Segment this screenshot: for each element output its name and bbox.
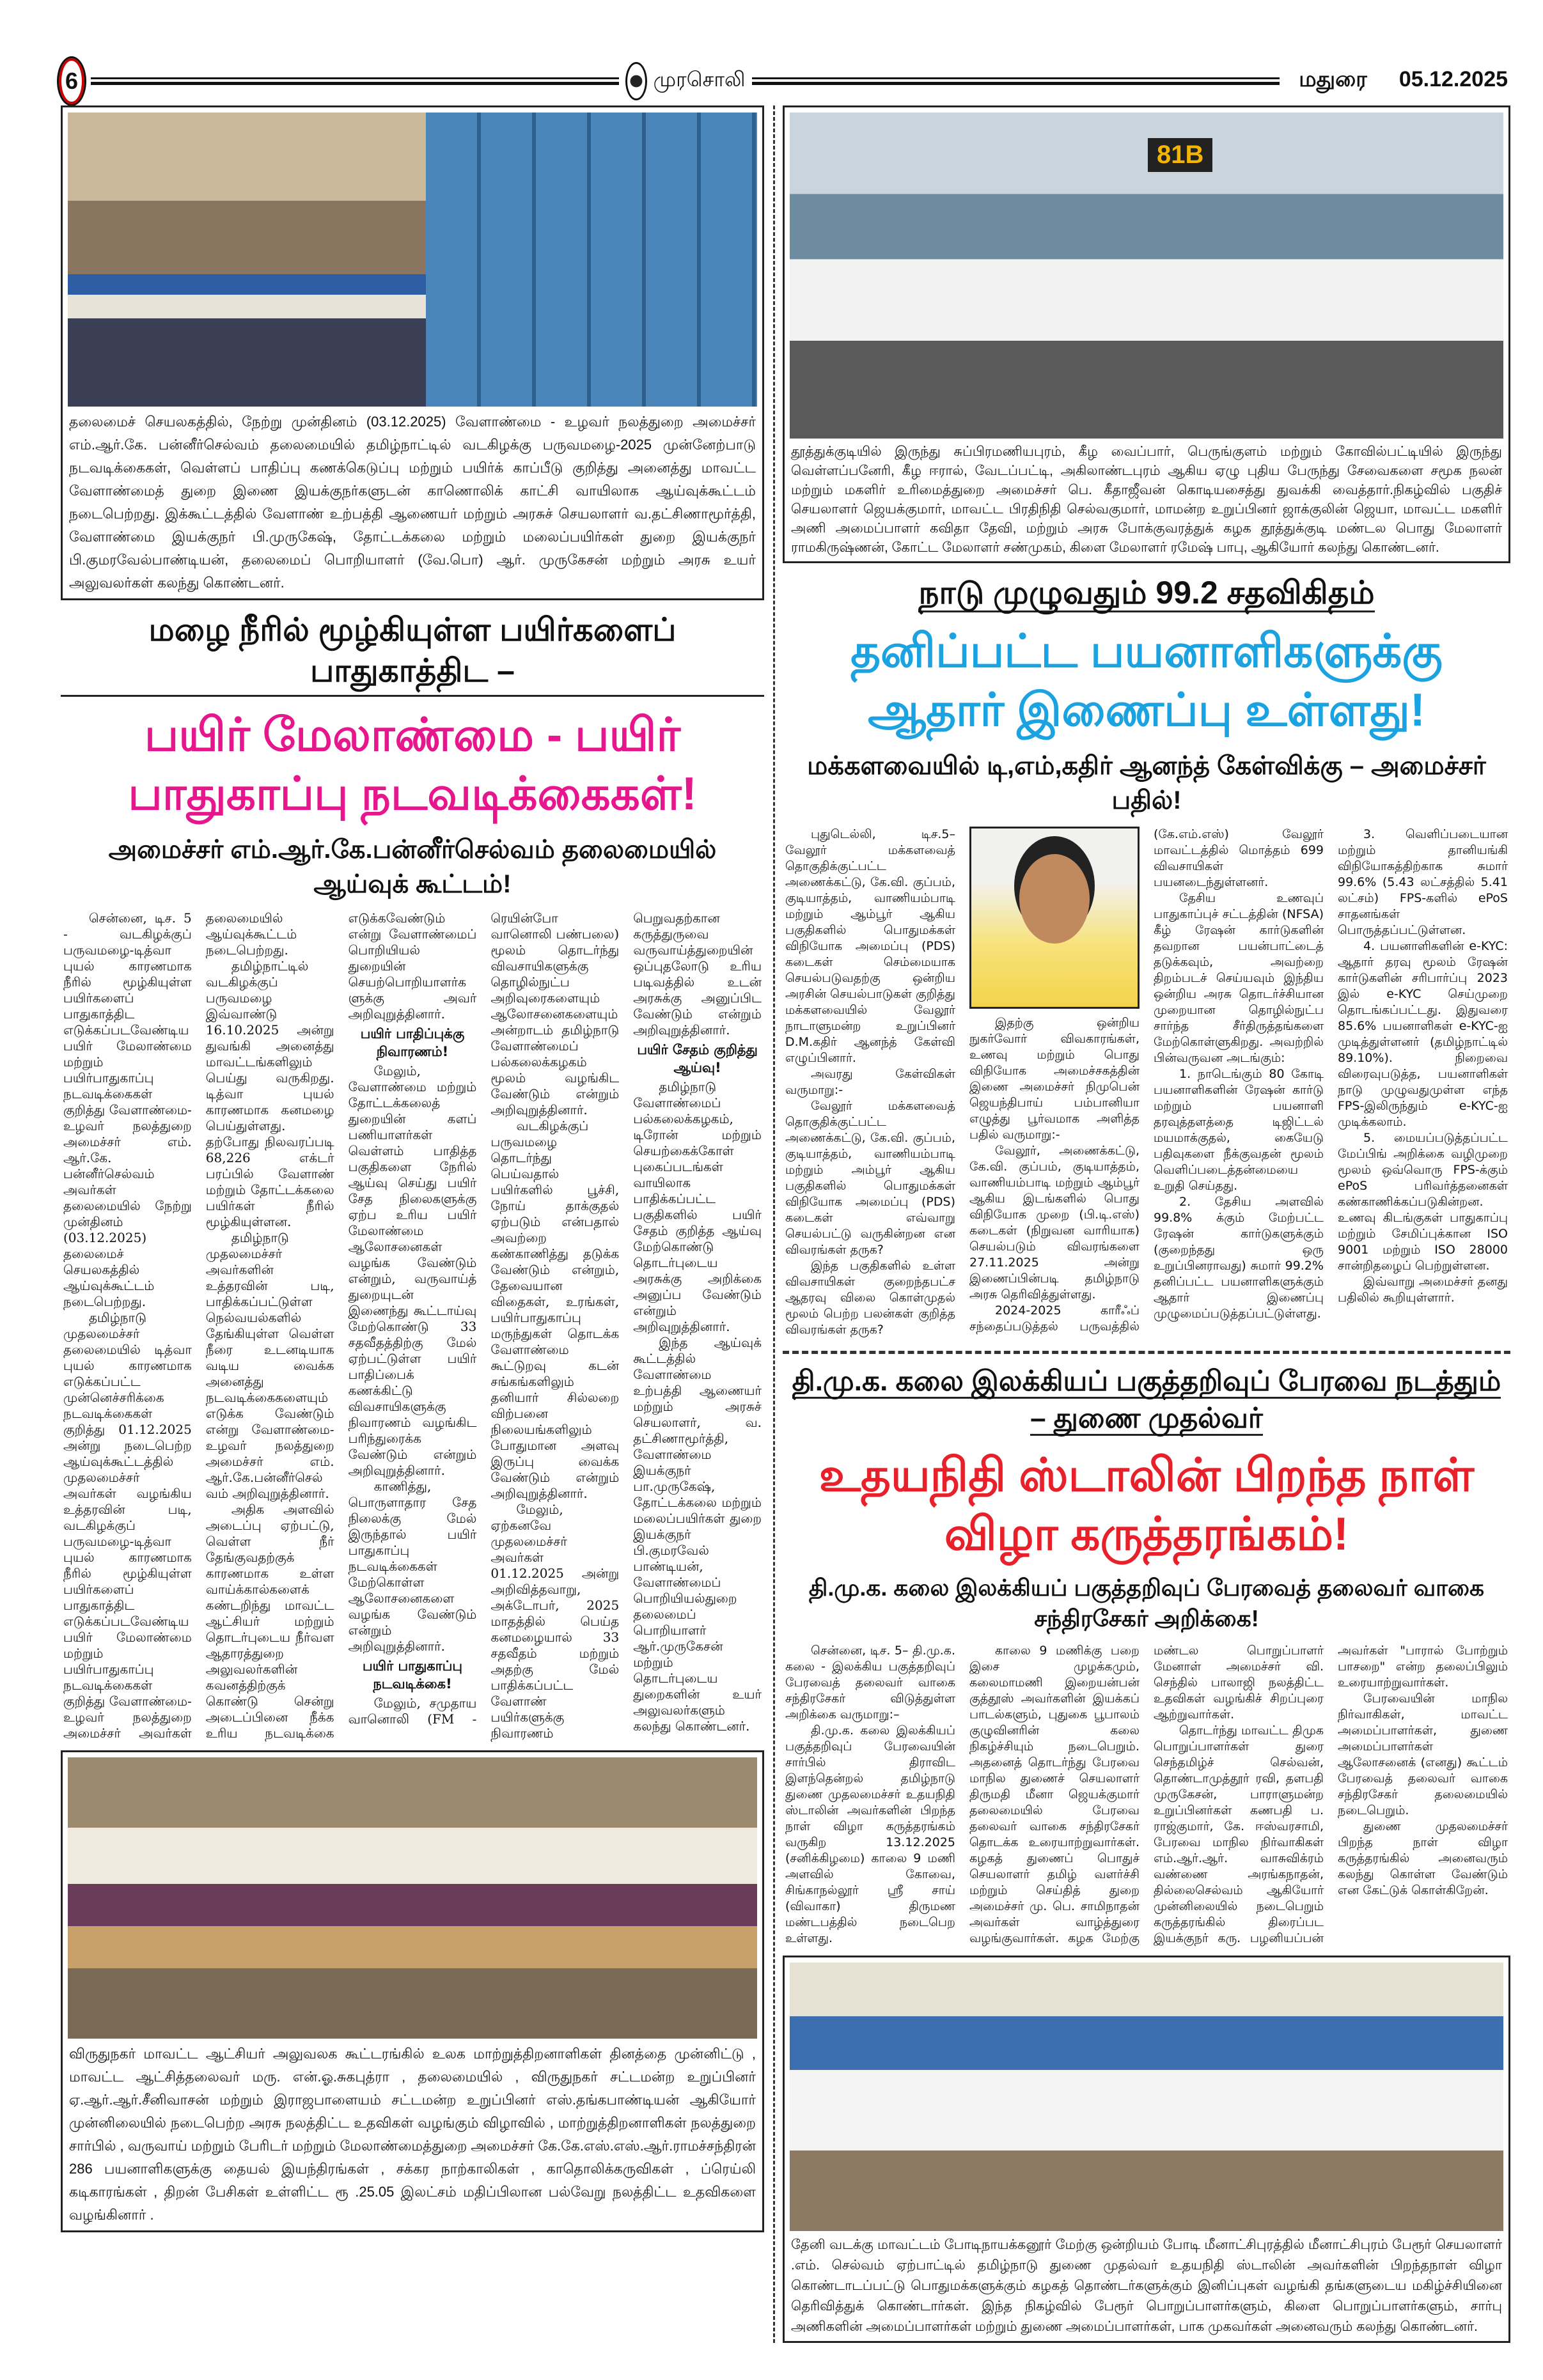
paragraph: தி.மு.க. கலை இலக்கியப் பகுத்தறிவுப் பேரவையின் சார்பில் திராவிட இளந்தென்றல் தமிழ்நாடு துணை முதலமைச்சர் உதயநிதி ஸ்டாலின் அவர்களின் பிறந்த நாள் விழா கருத்தரங்கம் வருகிற 13.12.2025 (சனிக்கிழமை) காலை 9 மணி அளவில் கோவை, சிங்காநல்லூர் ஸ்ரீ சாய் (விவாகா) திருமண மண்டபத்தில் நடைபெற உள்ளது. (785, 1723, 955, 1945)
paragraph: தேசிய உணவுப் பாதுகாப்புச் சட்டத்தின் (NFSA) கீழ் ரேஷன் கார்டுகளின் தவறான பயன்பாட்டைத் தடுக்கவும், அவற்றை திறம்படச் செய்யவும் இந்திய ஒன்றிய அரசு தொடர்ச்சியான முறையான தொழில்நுட்ப சார்ந்த சீர்திருத்தங்களை மேற்கொள்ளுகிறது. அவற்றில் பின்வருவன அடங்கும்: (1154, 891, 1324, 1065)
paragraph: சென்னை, டிச. 5 - வடகிழக்குப் பருவமழை-டித்வா புயல் காரணமாக நீரில் மூழ்கியுள்ள பயிர்களைப் பாதுகாத்திட எடுக்கப்படவேண்டிய பயிர் மேலாண்மை மற்றும் பயிர்பாதுகாப்பு நடவடிக்கைகள் குறித்து வேளாண்மை-உழவர் நலத்துறை அமைச்சர் எம். ஆர்.கே. பன்னீர்செல்வம் அவர்கள் தலைமையில் நேற்று முன்தினம் (03.12.2025) தலைமைச் செயலகத்தில் ஆய்வுக்கூட்டம் நடைபெற்றது. (63, 910, 192, 1309)
paragraph: தமிழ்நாட்டில் வடகிழக்குப் பருவமழை இவ்வாண்டு 16.10.2025 அன்று துவங்கி அனைத்து மாவட்டங்களிலும் பெய்து வருகிறது. டித்வா புயல் காரணமாக கனமழை பெய்துள்ளது. தற்போது நிலவரப்படி 68,226 எக்டர் பரப்பில் வேளாண் மற்றும் தோட்டக்கலை பயிர்கள் நீரில் மூழ்கியுள்ளன. (205, 958, 334, 1229)
paragraph: மேலும், ஏற்கனவே முதலமைச்சர் அவர்கள் 01.12.2025 அன்று அறிவித்தவாறு, அக்டோபர், 2025 மாதத்தில் பெய்த கனமழையால் 33 சதவீதம் மற்றும் அதற்கு மேல் பாதிக்கப்பட்ட வேளாண் பயிர்களுக்கு நிவாரணம் பெறுவதற்கான கருத்துருவை வருவாய்த்துறையின் ஒப்புதலோடு உரிய படிவத்தில் உடன் அரசுக்கு அனுப்பிட வேண்டும் என்றும் அறிவுறுத்தினார். (490, 910, 762, 1741)
left-kicker: மழை நீரில் மூழ்கியுள்ள பயிர்களைப் பாதுகாத்திட – (61, 609, 764, 697)
paragraph: சென்னை, டிச. 5– தி.மு.க. கலை - இலக்கிய பகுத்தறிவுப் பேரவைத் தலைவர் வாகை சந்திரசேகர் விடுத்துள்ள அறிக்கை வருமாறு:– (785, 1644, 955, 1722)
paragraph: காலை 9 மணிக்கு பறை இசை முழக்கமும், கலைமாமணி இறையன்பன் குத்தூஸ் அவர்களின் இயக்கப் பாடல்களும், புதுகை பூபாலம் குழுவினரின் கலை நிகழ்ச்சியும் நடைபெறும். அதனைத் தொடர்ந்து பேரவை மாநில துணைச் செயலாளர் திருமதி மீனா ஜெயக்குமார் தலைமையில் பேரவை தலைவர் வாகை சந்திரசேகர் தொடக்க உரையாற்றுவார்கள். கழகத் துணைப் பொதுச் செயலாளர் தமிழ் வளர்ச்சி மற்றும் செய்தித் துறை அமைச்சர் மு. பெ. சாமிநாதன் அவர்கள் வாழ்த்துரை வழங்குவார்கள். கழக மேற்கு மண்டல பொறுப்பாளர் மேனாள் அமைச்சர் வி. செந்தில் பாலாஜி நலத்திட்ட உதவிகள் வழங்கிச் சிறப்புரை ஆற்றுவார்கள். (969, 1644, 1324, 1945)
left-bottom-photo-box (61, 1750, 764, 2232)
paragraph: 1. நாடெங்கும் 80 கோடி பயனாளிகளின் ரேஷன் கார்டு மற்றும் பயனாளி தரவுத்தளத்தை டிஜிட்டல் மயமாக்குதல், கையேடு பதிவுகளை நீக்குவதன் மூலம் வெளிப்படைத்தன்மையை உறுதி செய்தது. (1154, 1067, 1324, 1193)
masthead: முரசொலி (653, 68, 746, 91)
right-bottom-caption: தேனி வடக்கு மாவட்டம் போடிநாயக்கனூர் மேற்கு ஒன்றியம் போடி மீனாட்சிபுரத்தில் மீனாட்சிபுரம் பேரூர் செயலாளர் .எம். செல்வம் ஏற்பாட்டில் தமிழ்நாடு துணை முதல்வர் உதயநிதி ஸ்டாலின் அவர்களின் பிறந்தநாள் விழா கொண்டாடப்பட்டு பொதுமக்களுக்கும் கழகத் தொண்டர்களுக்கும் இனிப்புகள் வழங்கி தங்களுடைய மகிழ்ச்சியினை தெரிவித்துக் கொண்டார்கள். இந்த நிகழ்வில் பேரூர் பொறுப்பாளர்களும், கிளை பொறுப்பாளர்களும், சார்பு அணிகளின் அமைப்பாளர்கள் மற்றும் துணை அமைப்பாளர்கள், பாக முகவர்கள் அனைவரும் கலந்து கொண்டனர். (791, 2237, 1502, 2334)
paragraph: 2. தேசிய அளவில் 99.8% க்கும் மேற்பட்ட ரேஷன் கார்டுகளுக்கும் (குறைந்தது ஒரு உறுப்பினராவது) சுமார் 99.2% தனிப்பட்ட பயனாளிகளுக்கும் ஆதார் இணைப்பு முழுமைப்படுத்தப்பட்டுள்ளது. (1154, 1195, 1324, 1321)
section-heading: பயிர் பாதிப்புக்கு நிவாரணம்! (360, 1026, 465, 1059)
paragraph: 3. வெளிப்படையான மற்றும் தானியங்கி விநியோகத்திற்காக சுமார் 99.6% (5.43 லட்சத்தில் 5.41 லட்சம்) FPS-களில் ePoS சாதனங்கள் பொருத்தப்பட்டுள்ளன. (1338, 827, 1508, 937)
right-column (783, 105, 1510, 2343)
left-subhead: அமைச்சர் எம்.ஆர்.கே.பன்னீர்செல்வம் தலைமையில் ஆய்வுக் கூட்டம்! (108, 836, 717, 898)
right-kicker-text: நாடு முழுவதும் 99.2 சதவிகிதம் (918, 575, 1374, 612)
date: 05.12.2025 (1398, 67, 1508, 91)
right2-subhead: தி.மு.க. கலை இலக்கியப் பகுத்தறிவுப் பேரவைத் தலைவர் வாகை சந்திரசேகர் அறிக்கை! (808, 1575, 1485, 1631)
header-rule-right (752, 77, 1280, 85)
bus-launch-photo (790, 113, 1503, 439)
portrait-face (1019, 854, 1090, 944)
paragraph: அதிக அளவில் அடைப்பு ஏற்பட்டு, வெள்ள நீர் தேங்குவதற்குக் காரணமாக உள்ள வாய்க்கால்களைக் கண்டறிந்து மாவட்ட ஆட்சியர் மற்றும் தொடர்புடைய நீர்வள ஆதாரத்துறை அலுவலர்களின் கவனத்திற்குக் கொண்டு சென்று அடைப்பினை நீக்க உரிய நடவடிக்கை எடுக்கவேண்டும் என்று வேளாண்மைப் பொறியியல் துறையின் செயற்பொறியாளர்களுக்கு அவர் அறிவுறுத்தினார். (205, 910, 477, 1741)
paragraph: இவ்வாறு அமைச்சர் தனது பதிலில் கூறியுள்ளார். (1338, 1275, 1508, 1305)
left-bottom-caption: விருதுநகர் மாவட்ட ஆட்சியர் அலுவலக கூட்டரங்கில் உலக மாற்றுத்திறனாளிகள் தினத்தை முன்னிட்டு , மாவட்ட ஆட்சித்தலைவர் மரு. என்.ஓ.சுகபுத்ரா , தலைமையில் , விருதுநகர் சட்டமன்ற உறுப்பினர் ஏ.ஆர்.ஆர்.சீனிவாசன் மற்றும் இராஜபாளையம் சட்டமன்ற உறுப்பினர் எஸ்.தங்கபாண்டியன் ஆகியோர் முன்னிலையில் நடைபெற்ற அரசு நலத்திட்ட உதவிகள் வழங்கும் விழாவில் , மாற்றுத்திறனாளிகள் நலத்துறை சார்பில் , வருவாய் மற்றும் பேரிடர் மற்றும் மேலாண்மைத்துறை அமைச்சர் கே.கே.எஸ்.எஸ்.ஆர்.ராமச்சந்திரன் 286 பயனாளிகளுக்கு தையல் இயந்திரங்கள் , சக்கர நாற்காலிகள் , காதொலிக்கருவிகள் , ப்ரெய்லி கடிகாரங்கள் , திறன் பேசிகள் உள்ளிட்ட ரூ .25.05 இலட்சம் மதிப்பிலான பல்வேறு நலத்திட்ட உதவிகளை வழங்கினார் . (69, 2046, 756, 2223)
paragraph: மேலும், சமுதாய வானொலி (FM - ரெயின்போ வானொலி பண்பலை) மூலம் தொடர்ந்து விவசாயிகளுக்கு தொழில்நுட்ப அறிவுரைகளையும் ஆலோசனைகளையும் அன்றாடம் தமிழ்நாடு வேளாண்மைப் பல்கலைக்கழகம் மூலம் வழங்கிட வேண்டும் என்றும் அறிவுறுத்தினார். (348, 910, 620, 1727)
paragraph: வடகிழக்குப் பருவமழை தொடர்ந்து பெய்வதால் பயிர்களில் பூச்சி, நோய் தாக்குதல் ஏற்படும் என்பதால் அவற்றை கண்காணித்து தடுக்க வேண்டும் என்றும், தேவையான விதைகள், உரங்கள், பயிர்பாதுகாப்பு மருந்துகள் தொடக்க வேளாண்மை கூட்டுறவு கடன் சங்கங்களிலும் தனியார் சில்லறை விற்பனை நிலையங்களிலும் போதுமான அளவு இருப்பு வைக்க வேண்டும் என்றும் அறிவுறுத்தினார். (490, 1118, 620, 1501)
paragraph: துணை முதலமைச்சர் பிறந்த நாள் விழா கருத்தரங்கில் அனைவரும் கலந்து கொள்ள வேண்டும் என கேட்டுக் கொள்கிறேன். (1338, 1819, 1508, 1897)
right-article-body (783, 827, 1510, 1338)
page-number: 6 (59, 58, 84, 104)
right2-headline: உதயநிதி ஸ்டாலின் பிறந்த நாள் விழா கருத்தரங்கம்! (818, 1450, 1475, 1560)
left-top-photo-box (61, 105, 764, 600)
bus-route-number: 81B (1148, 138, 1212, 172)
paragraph: தமிழ்நாடு முதலமைச்சர் தலைமையில் டித்வா புயல் காரணமாக எடுக்கப்பட்ட முன்னெச்சரிக்கை நடவடிக்கைகள் குறித்து 01.12.2025 அன்று நடைபெற்ற ஆய்வுக்கூட்டத்தில் முதலமைச்சர் அவர்கள் வழங்கிய உத்தரவின் படி, வடகிழக்குப் பருவமழை-டித்வா புயல் காரணமாக நீரில் மூழ்கியுள்ள பயிர்களைப் பாதுகாத்திட எடுக்கப்படவேண்டிய பயிர் மேலாண்மை மற்றும் பயிர்பாதுகாப்பு நடவடிக்கைகள் குறித்து வேளாண்மை-உழவர் நலத்துறை அமைச்சர் அவர்கள் தலைமையில் ஆய்வுக்கூட்டம் நடைபெற்றது. (63, 910, 297, 1741)
section-heading: பயிர் பாதுகாப்பு நடவடிக்கை! (363, 1658, 462, 1692)
left-column (61, 105, 764, 2343)
right-top-caption: தூத்துக்குடியில் இருந்து சுப்பிரமணியபுரம், கீழ வைப்பார், பெருங்குளம் மற்றும் கோவில்பட்டியில் இருந்து வெள்ளப்பனேரி, கீழ ஈரால், வேடப்பட்டி, அகிலாண்டபுரம் ஆகிய ஏழு புதிய பேருந்து சேவைகளை சமூக நலன் மற்றும் மகளிர் உரிமைத்துறை அமைச்சர் பெ. கீதாஜீவன் கொடியசைத்து துவக்கி வைத்தார்.நிகழ்வில் பகுதிச் செயலாளர் ஜெயக்குமார், மாவட்ட பிரதிநிதி செல்வகுமார், மாமன்ற உறுப்பினர் ஜாக்குலின் ஜெயா, மாவட்ட மகளிர் அணி அமைப்பாளர் கவிதா தேவி, மற்றும் அரசு போக்குவரத்துக் கழக தூத்துக்குடி மண்டல பொது மேலாளர் ராமகிருஷ்ணன், கோட்ட மேலாளர் சண்முகம், கிளை மேலாளர் ரமேஷ் பாபு, ஆகியோர் கலந்து கொண்டனர். (791, 444, 1502, 555)
paragraph: 4. பயனாளிகளின் e-KYC: ஆதார் தரவு மூலம் ரேஷன் கார்டுகளின் சரிபார்ப்பு 2023 இல் e-KYC செய்முறை தொடங்கப்பட்டது. இதுவரை 85.6% பயனாளிகள் e-KYC-ஐ முடித்துள்ளனர் (தமிழ்நாட்டில் 89.10%). நிறைவை விரைவுபடுத்த, பயனாளிகள் நாடு முழுவதுமுள்ள எந்த FPS-இலிருந்தும் e-KYC-ஐ முடிக்கலாம். (1338, 939, 1508, 1129)
right-subhead: மக்களவையில் டி,எம்,கதிர் ஆனந்த் கேள்விக்கு – அமைச்சர் பதில்! (807, 752, 1486, 814)
paragraph: தமிழ்நாடு வேளாண்மைப் பல்கலைக்கழகம், டிரோன் மற்றும் செயற்கைக்கோள் புகைப்படங்கள் வாயிலாக பாதிக்கப்பட்ட பகுதிகளில் பயிர் சேதம் குறித்த ஆய்வு மேற்கொண்டு தொடர்புடைய அரசுக்கு அறிக்கை அனுப்ப வேண்டும் என்றும் அறிவுறுத்தினார். (633, 1079, 762, 1334)
masthead-logo-icon (625, 62, 647, 100)
welfare-event-photo (68, 1757, 757, 2039)
section-heading: பயிர் சேதம் குறித்து ஆய்வு! (637, 1042, 758, 1075)
left-headline: பயிர் மேலாண்மை - பயிர் பாதுகாப்பு நடவடிக்கைகள்! (128, 710, 697, 820)
paragraph: அவரது கேள்விகள் வருமாறு:- (785, 1067, 955, 1097)
left-article-body (61, 910, 764, 1741)
paragraph: தொடர்ந்து மாவட்ட திமுக பொறுப்பாளர்கள் துரை செந்தமிழ்ச் செல்வன், தொண்டாமுத்தூர் ரவி, தளபதி முருகேசன், பாராளுமன்ற உறுப்பினர்கள் கணபதி ப. ராஜ்குமார், கே. ஈஸ்வரசாமி, பேரவை மாநில நிர்வாகிகள் எம்.ஆர்.ஆர். வாசுவிக்ரம் வண்ணை அரங்கநாதன், தில்லைசெல்வம் ஆகியோர் முன்னிலையில் நடைபெறும் கருத்தரங்கில் திரைப்பட இயக்குநர் கரு. பழனியப்பன் அவர்கள் "பாரால் போற்றும் பாசறை" என்ற தலைப்பிலும் உரையாற்றுவார்கள். (1154, 1644, 1508, 1945)
column-divider (764, 105, 775, 2343)
edition-date (1299, 67, 1508, 95)
section-divider (783, 1351, 1510, 1354)
paragraph: வேலூர், அணைக்கட்டு, கே.வி. குப்பம், குடியாத்தம், வாணியம்பாடி மற்றும் ஆம்பூர் ஆகிய இடங்களில் பொது விநியோக முறை (பி.டி.எஸ்) கடைகள் (நிறுவன வாரியாக) செயல்படும் விவரங்களை 27.11.2025 அன்று இணைப்பின்படி தமிழ்நாடு அரசு தெரிவித்துள்ளது. (969, 1144, 1140, 1302)
meeting-photo (68, 113, 426, 407)
mp-portrait-photo (969, 827, 1140, 1009)
paragraph: இந்த ஆய்வுக் கூட்டத்தில் வேளாண்மை உற்பத்தி ஆணையர் மற்றும் அரசுச் செயலாளர், வ. தட்சிணாமூர்த்தி, வேளாண்மை இயக்குநர் பா.முருகேஷ், தோட்டக்கலை மற்றும் மலைப்பயிர்கள் துறை இயக்குநர் பி.குமரவேல் பாண்டியன், வேளாண்மைப் பொறியியல்துறை தலைமைப் பொறியாளர் ஆர்.முருகேசன் மற்றும் தொடர்புடைய துறைகளின் உயர் அலுவலர்களும் கலந்து கொண்டனர். (633, 1335, 762, 1734)
paragraph: தமிழ்நாடு முதலமைச்சர் அவர்களின் உத்தரவின் படி, பாதிக்கப்பட்டுள்ள நெல்வயல்களில் தேங்கியுள்ள வெள்ள நீரை உடனடியாக வடிய வைக்க அனைத்து நடவடிக்கைகளையும் எடுக்க வேண்டும் என்று வேளாண்மை-உழவர் நலத்துறை அமைச்சர் எம். ஆர்.கே.பன்னீர்செல்வம் அறிவுறுத்தினார். (205, 1230, 334, 1501)
paragraph: 2024-2025 காரீஃப் சந்தைப்படுத்தல் பருவத்தில் (கே.எம்.எஸ்) வேலூர் மாவட்டத்தில் மொத்தம் 699 விவசாயிகள் பயனடைந்துள்ளனர். (969, 827, 1324, 1334)
paragraph: மேலும், வேளாண்மை மற்றும் தோட்டக்கலைத் துறையின் களப் பணியாளர்கள் வெள்ளம் பாதித்த பகுதிகளை நேரில் ஆய்வு செய்து பயிர் சேத நிலைகளுக்கு ஏற்ப உரிய பயிர் மேலாண்மை ஆலோசனைகள் வழங்க வேண்டும் என்றும், வருவாய்த் துறையுடன் இணைந்து கூட்டாய்வு மேற்கொண்டு 33 சதவீதத்திற்கு மேல் ஏற்பட்டுள்ள பயிர் பாதிப்பைக் கணக்கிட்டு விவசாயிகளுக்கு நிவாரணம் வழங்கிட பரிந்துரைக்க வேண்டும் என்றும் அறிவுறுத்தினார். (348, 1063, 477, 1478)
page-columns (0, 105, 1543, 2368)
birthday-celebration-photo (790, 1963, 1503, 2231)
paragraph: வேலூர் மக்களவைத் தொகுதிக்குட்பட்ட அணைக்கட்டு, கே.வி. குப்பம், குடியாத்தம், வாணியம்பாடி மற்றும் அம்பூர் ஆகிய பகுதிகளில் பொதுமக்கள் விநியோக அமைப்பு (PDS) கடைகள் எவ்வாறு செயல்பட்டு வருகின்றன என விவரங்கள் தருக? (785, 1099, 955, 1257)
header-rule-left (91, 77, 619, 85)
paragraph: பேரவையின் மாநில நிர்வாகிகள், மாவட்ட அமைப்பாளர்கள், துணை அமைப்பாளர்கள் ஆலோசனைக் (எனது) கூட்டம் பேரவைத் தலைவர் வாகை சந்திரசேகர் தலைமையில் நடைபெறும். (1338, 1692, 1508, 1817)
right2-kicker (783, 1363, 1510, 1437)
left-top-caption: தலைமைச் செயலகத்தில், நேற்று முன்தினம் (03.12.2025) வேளாண்மை - உழவர் நலத்துறை அமைச்சர் எம்.ஆர்.கே. பன்னீர்செல்வம் தலைமையில் தமிழ்நாட்டில் வடகிழக்கு பருவமழை-2025 முன்னேற்பாடு நடவடிக்கைகள், வெள்ளப் பாதிப்பு கணக்கெடுப்பு மற்றும் பயிர்க் காப்பீடு குறித்து அனைத்து மாவட்ட வேளாண்மைத் துறை இணை இயக்குநர்களுடன் காணொலிக் காட்சி வாயிலாக ஆய்வுக்கூட்டம் நடைபெற்றது. இக்கூட்டத்தில் வேளாண் உற்பத்தி ஆணையர் மற்றும் அரசுச் செயலாளர் வ.தட்சிணாமூர்த்தி, வேளாண்மை இயக்குநர் பி.முருகேஷ், தோட்டக்கலை மற்றும் மலைப்பயிர்கள் துறை இயக்குநர் பி.குமரவேல்பாண்டியன், தலைமைப் பொறியாளர் (வே.பொ) ஆர். முருகேசன் மற்றும் அரசு உயர் அலுவலர்கள் கலந்து கொண்டனர். (69, 414, 756, 591)
paragraph: புதுடெல்லி, டிச.5– வேலூர் மக்களவைத் தொகுதிக்குட்பட்ட அணைக்கட்டு, கே.வி. குப்பம், குடியாத்தம், வாணியம்பாடி மற்றும் ஆம்பூர் ஆகிய பகுதிகளில் பொதுமக்கள் விநியோக அமைப்பு (PDS) கடைகள் செம்மையாக செயல்படுவதற்கு ஒன்றிய அரசின் செயல்பாடுகள் குறித்து மக்களவையில் வேலூர் நாடாளுமன்ற உறுப்பினர் D.M.கதிர் ஆனந்த் கேள்வி எழுப்பினார். (785, 827, 955, 1065)
right-headline: தனிப்பட்ட பயனாளிகளுக்கு ஆதார் இணைப்பு உள்ளது! (850, 626, 1443, 736)
paragraph: இந்த பகுதிகளில் உள்ள விவசாயிகள் குறைந்தபட்ச ஆதரவு விலை கொள்முதல் மூலம் பெற்ற பலன்கள் குறித்த விவரங்கள் தருக? (785, 1259, 955, 1337)
video-conference-photo (426, 113, 757, 407)
left-top-photos (68, 113, 757, 407)
right-top-photo-box (783, 105, 1510, 563)
right-bottom-photo-box (783, 1956, 1510, 2343)
edition: மதுரை (1299, 67, 1367, 91)
page-header (0, 0, 1543, 105)
paragraph: இதற்கு ஒன்றிய நுகர்வோர் விவகாரங்கள், உணவு மற்றும் பொது விநியோக அமைச்சகத்தின் இணை அமைச்சர் நிமுபென் ஜெயந்திபாய் பம்பானியா எழுத்து பூர்வமாக அளித்த பதில் வருமாறு:- (969, 1016, 1140, 1142)
paragraph: 5. மையப்படுத்தப்பட்ட மேப்பிங் அறிக்கை வழிமுறை மூலம் ஒவ்வொரு FPS-க்கும் ePoS பரிவர்த்தனைகள் கண்காணிக்கப்படுகின்றன. உணவு கிடங்குகள் பாதுகாப்பு மற்றும் சேமிப்புக்கான ISO 9001 மற்றும் ISO 28000 சான்றிதழைப் பெற்றுள்ளன. (1338, 1131, 1508, 1273)
right2-article-body (783, 1643, 1510, 1947)
right2-kicker-text: தி.மு.க. கலை இலக்கியப் பகுத்தறிவுப் பேரவை நடத்தும் – துணை முதல்வர் (792, 1365, 1501, 1436)
right-kicker (783, 572, 1510, 613)
paragraph: காணித்து, பொருளாதார சேத நிலைக்கு மேல் இருந்தால் பயிர் பாதுகாப்பு நடவடிக்கைகள் மேற்கொள்ள ஆலோசனைகளை வழங்க வேண்டும் என்றும் அறிவுறுத்தினார். (348, 1479, 477, 1654)
